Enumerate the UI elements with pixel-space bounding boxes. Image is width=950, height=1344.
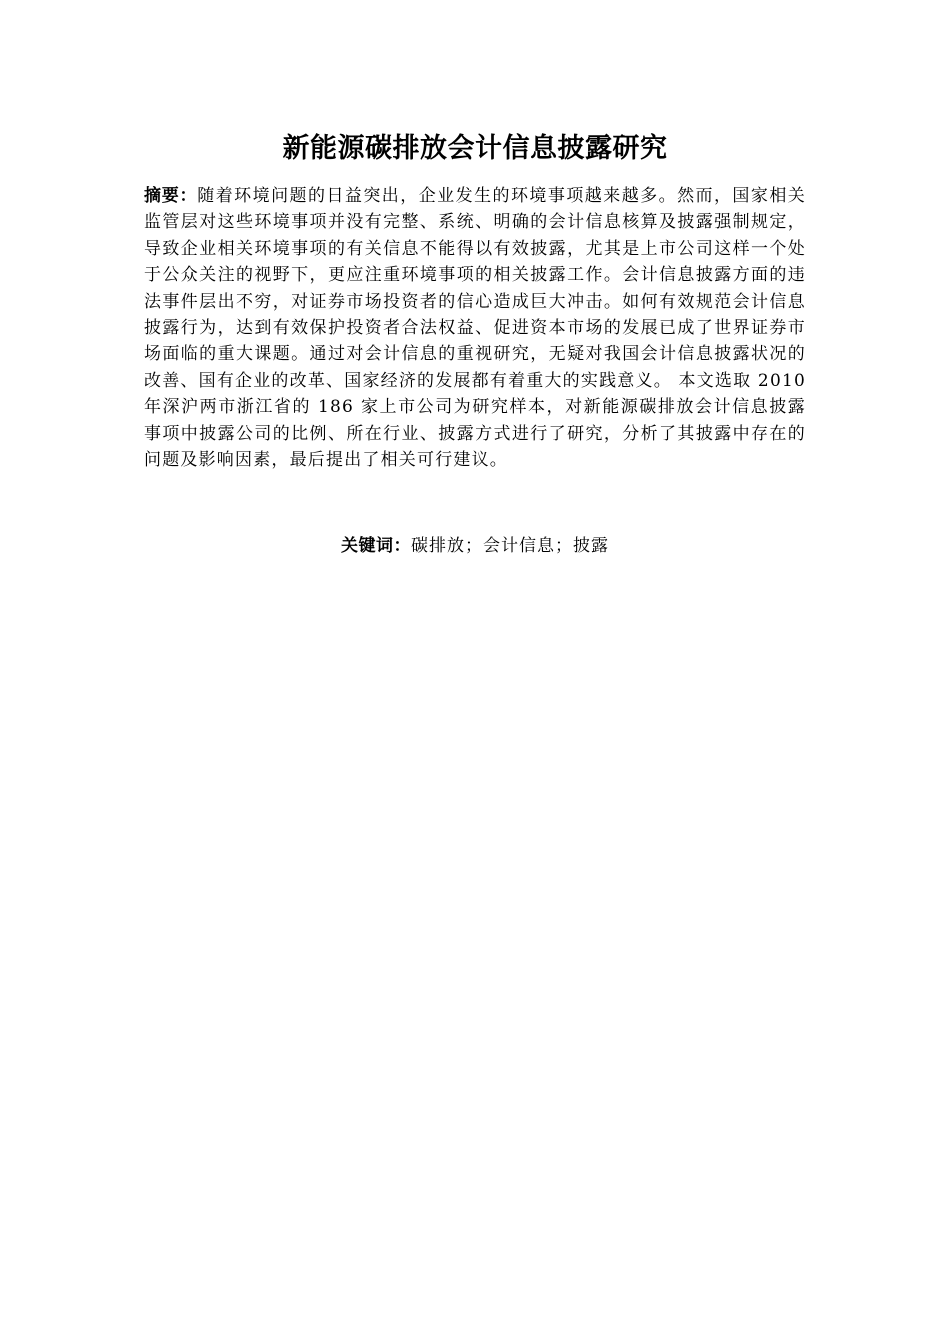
abstract-paragraph bbox=[144, 183, 806, 473]
document-title: 新能源碳排放会计信息披露研究 bbox=[282, 133, 668, 164]
keywords-label: 关键词： bbox=[341, 536, 411, 556]
abstract-label: 摘要： bbox=[144, 186, 198, 206]
keywords-text: 碳排放；会计信息；披露 bbox=[411, 536, 609, 556]
keywords-line bbox=[0, 533, 950, 559]
abstract-text: 随着环境问题的日益突出，企业发生的环境事项越来越多。然而，国家相关监管层对这些环境事项并没有完整、系统、明确的会计信息核算及披露强制规定，导致企业相关环境事项的有关信息不能得以有效披露，尤其是上市公司这样一个处于公众关注的视野下，更应注重环境事项的相关披露工作。会计信息披露方面的违法事件层出不穷，对证券市场投资者的信心造成巨大冲击。如何有效规范会计信息披露行为，达到有效保护投资者合法权益、促进资本市场的发展已成了世界证券市场面临的重大课题。通过对会计信息的重视研究，无疑对我国会计信息披露状况的改善、国有企业的改革、国家经济的发展都有着重大的实践意义。 本文选取 2010 年深沪两市浙江省的 186 家上市公司为研究样本，对新能源碳排放会计信息披露事项中披露公司的比例、所在行业、披露方式进行了研究，分析了其披露中存在的问题及影响因素，最后提出了相关可行建议。 bbox=[144, 186, 806, 471]
